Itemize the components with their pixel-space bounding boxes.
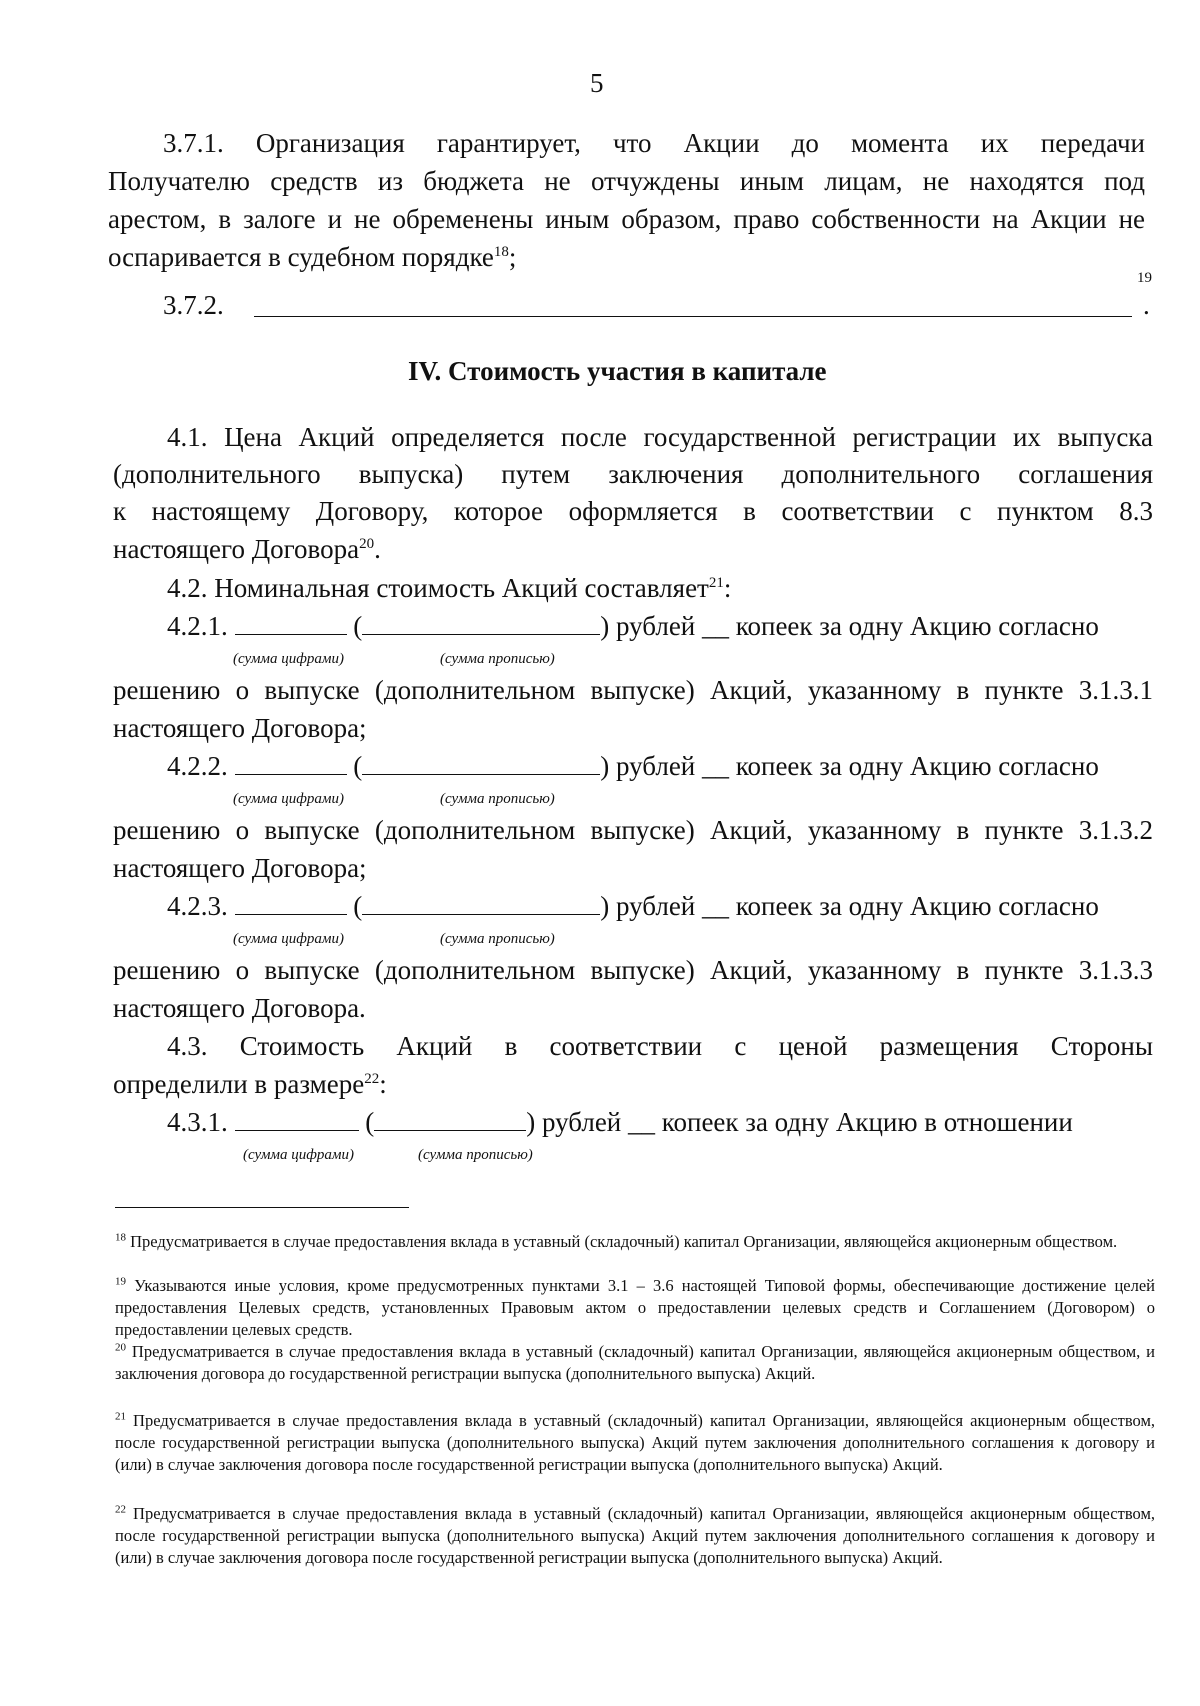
clause-4-2-2 [167,751,1099,781]
clause-4-1-end: . [374,534,381,564]
clause-4-3-1 [167,1107,1073,1137]
paren-open: ( [353,751,363,781]
amount-digits-blank [235,892,347,915]
footnote-separator [115,1207,409,1208]
footnote-18-text: Предусматривается в случае предоставления вклада в уставный (складочный) капитал Организации, являющейся акционерным обществом. [130,1232,1118,1251]
clause-3-7-1-line4 [108,242,516,272]
clause-4-3-line1: 4.3. Стоимость Акций в соответствии с ценой размещения Стороны [167,1031,1153,1061]
footnote-22 [115,1503,1155,1569]
clause-4-2-1-rest: ) рублей __ копеек за одну Акцию согласно [600,611,1099,641]
section-title: IV. Стоимость участия в капитале [408,356,827,386]
clause-4-2-2-cont1: решению о выпуске (дополнительном выпуске) Акций, указанному в пункте 3.1.3.2 [113,815,1153,845]
clause-4-2-3-label: 4.2.3. [167,891,228,921]
clause-4-2-1-label: 4.2.1. [167,611,228,641]
clause-4-1-text: настоящего Договора [113,534,360,564]
clause-3-7-2-blank-line [254,316,1132,317]
clause-3-7-1-line2: Получателю средств из бюджета не отчуждены иным лицам, не находятся под [108,166,1145,196]
footnote-ref-18: 18 [493,244,509,260]
clause-3-7-1-line3: арестом, в залоге и не обременены иным образом, право собственности на Акции не [108,204,1145,234]
clause-4-2-end: : [723,573,732,603]
clause-4-3-1-rest: ) рублей __ копеек за одну Акцию в отношении [526,1107,1073,1137]
caption-digits: (сумма цифрами) [243,1147,354,1163]
caption-words: (сумма прописью) [418,1147,533,1163]
footnote-20-text: Предусматривается в случае предоставления вклада в уставный (складочный) капитал Организации, являющейся акционерным обществом, и заключения договора до государственной регистрации выпуска (дополнительного выпуска) Акций. [115,1342,1155,1383]
clause-4-2-3 [167,891,1099,921]
clause-4-1-line4 [113,534,381,564]
clause-4-3-1-label: 4.3.1. [167,1107,228,1137]
clause-4-3-line2 [113,1069,387,1099]
footnote-ref-21: 21 [708,575,724,591]
clause-4-1-line1: 4.1. Цена Акций определяется после государственной регистрации их выпуска [167,422,1153,452]
clause-4-2 [167,573,731,603]
footnote-20-number: 20 [115,1341,126,1354]
amount-words-blank [362,752,600,775]
footnote-21 [115,1410,1155,1476]
clause-4-2-3-rest: ) рублей __ копеек за одну Акцию согласно [600,891,1099,921]
footnote-19 [115,1275,1155,1341]
clause-4-3-end: : [379,1069,387,1099]
footnote-22-number: 22 [115,1503,126,1516]
clause-4-1-line3: к настоящему Договору, которое оформляется в соответствии с пунктом 8.3 [113,496,1153,526]
footnote-21-text: Предусматривается в случае предоставления вклада в уставный (складочный) капитал Организации, являющейся акционерным обществом, после государственной регистрации выпуска (дополнительного выпуска) Акций путем заключения дополнительного соглашения к договору и (или) в случае заключения договора после государственной регистрации выпуска (дополнительного выпуска) Акций. [115,1411,1156,1474]
footnote-ref-22: 22 [364,1071,380,1087]
footnote-ref-20: 20 [359,536,375,552]
caption-digits: (сумма цифрами) [233,791,344,807]
page-number: 5 [590,68,604,98]
amount-words-blank [374,1108,526,1131]
amount-words-blank [362,612,600,635]
clause-3-7-2-label: 3.7.2. [163,290,224,320]
clause-3-7-1-text: оспаривается в судебном порядке [108,242,494,272]
amount-digits-blank [235,1108,359,1131]
caption-digits: (сумма цифрами) [233,931,344,947]
clause-4-2-3-cont2: настоящего Договора. [113,993,366,1023]
paren-open: ( [365,1107,375,1137]
clause-4-2-text: 4.2. Номинальная стоимость Акций составляет [167,573,709,603]
clause-4-2-1 [167,611,1099,641]
paren-open: ( [353,891,363,921]
clause-4-2-2-cont2: настоящего Договора; [113,853,367,883]
footnote-19-text: Указываются иные условия, кроме предусмотренных пунктами 3.1 – 3.6 настоящей Типовой формы, обеспечивающие достижение целей предоставления Целевых средств, установленных Правовым актом о предоставлении целевых средств и Соглашением (Договором) о предоставлении целевых средств. [115,1276,1156,1339]
paren-open: ( [353,611,363,641]
amount-digits-blank [235,752,347,775]
clause-3-7-1-end: ; [508,242,517,272]
clause-4-3-text: определили в размере [113,1069,365,1099]
clause-3-7-1-line1: 3.7.1. Организация гарантирует, что Акции до момента их передачи [163,128,1145,158]
footnote-ref-19: 19 [1137,270,1152,286]
clause-4-2-2-rest: ) рублей __ копеек за одну Акцию согласно [600,751,1099,781]
clause-4-2-1-cont2: настоящего Договора; [113,713,367,743]
clause-4-2-1-cont1: решению о выпуске (дополнительном выпуске) Акций, указанному в пункте 3.1.3.1 [113,675,1153,705]
footnote-21-number: 21 [115,1410,126,1423]
footnote-19-number: 19 [115,1275,126,1288]
footnote-18-number: 18 [115,1231,126,1244]
footnote-22-text: Предусматривается в случае предоставления вклада в уставный (складочный) капитал Организации, являющейся акционерным обществом, после государственной регистрации выпуска (дополнительного выпуска) Акций путем заключения дополнительного соглашения к договору и (или) в случае заключения договора после государственной регистрации выпуска (дополнительного выпуска) Акций. [115,1504,1156,1567]
clause-3-7-2-end: . [1143,290,1150,320]
clause-4-2-2-label: 4.2.2. [167,751,228,781]
amount-words-blank [362,892,600,915]
footnote-20 [115,1341,1155,1385]
clause-3-7-2 [163,290,224,320]
clause-4-2-3-cont1: решению о выпуске (дополнительном выпуске) Акций, указанному в пункте 3.1.3.3 [113,955,1153,985]
caption-words: (сумма прописью) [440,651,555,667]
amount-digits-blank [235,612,347,635]
caption-words: (сумма прописью) [440,791,555,807]
footnote-18 [115,1231,1155,1253]
clause-4-1-line2: (дополнительного выпуска) путем заключения дополнительного соглашения [113,459,1153,489]
caption-digits: (сумма цифрами) [233,651,344,667]
caption-words: (сумма прописью) [440,931,555,947]
